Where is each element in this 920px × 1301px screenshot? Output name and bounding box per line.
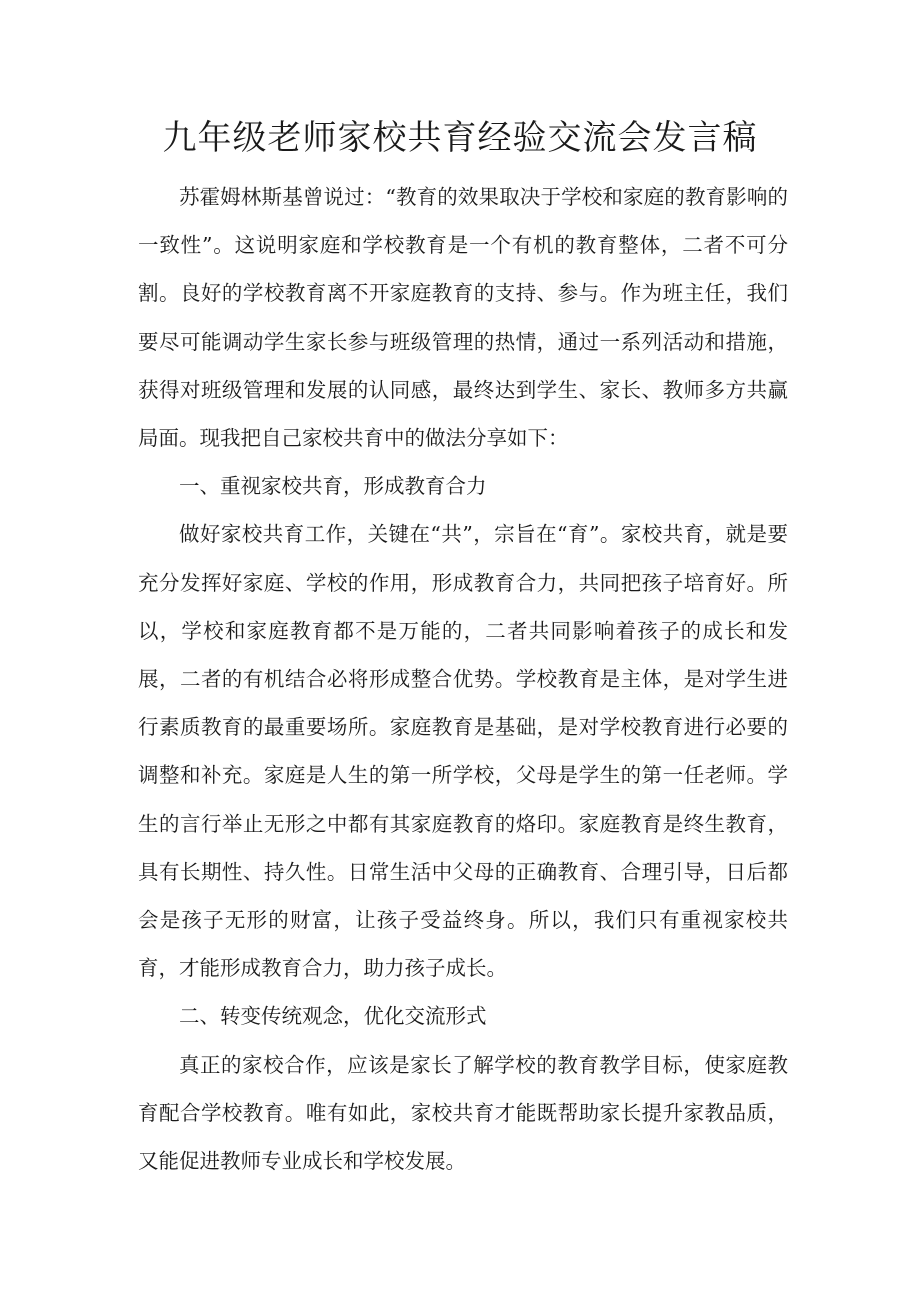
section-2-heading: 二、转变传统观念，优化交流形式 — [179, 1004, 487, 1029]
document-body — [138, 173, 788, 1185]
intro-paragraph: 苏霍姆林斯基曾说过：“教育的效果取决于学校和家庭的教育影响的一致性”。这说明家庭和学校教育是一个有机的教育整体，二者不可分割。良好的学校教育离不开家庭教育的支持、参与。作为班主任，我们要尽可能调动学生家长参与班级管理的热情，通过一系列活动和措施，获得对班级管理和发展的认同感，最终达到学生、家长、教师多方共赢局面。现我把自己家校共育中的做法分享如下： — [138, 185, 788, 451]
section-1-paragraph: 做好家校共育工作，关键在“共”，宗旨在“育”。家校共育，就是要充分发挥好家庭、学校的作用，形成教育合力，共同把孩子培育好。所以，学校和家庭教育都不是万能的，二者共同影响着孩子的成长和发展，二者的有机结合必将形成整合优势。学校教育是主体，是对学生进行素质教育的最重要场所。家庭教育是基础，是对学校教育进行必要的调整和补充。家庭是人生的第一所学校，父母是学生的第一任老师。学生的言行举止无形之中都有其家庭教育的烙印。家庭教育是终生教育，具有长期性、持久性。日常生活中父母的正确教育、合理引导，日后都会是孩子无形的财富，让孩子受益终身。所以，我们只有重视家校共育，才能形成教育合力，助力孩子成长。 — [138, 522, 788, 981]
section-2-paragraph: 真正的家校合作，应该是家长了解学校的教育教学目标，使家庭教育配合学校教育。唯有如此，家校共育才能既帮助家长提升家教品质，又能促进教师专业成长和学校发展。 — [138, 1052, 788, 1174]
document-title: 九年级老师家校共育经验交流会发言稿 — [162, 118, 758, 158]
section-1-heading: 一、重视家校共育，形成教育合力 — [179, 474, 487, 499]
